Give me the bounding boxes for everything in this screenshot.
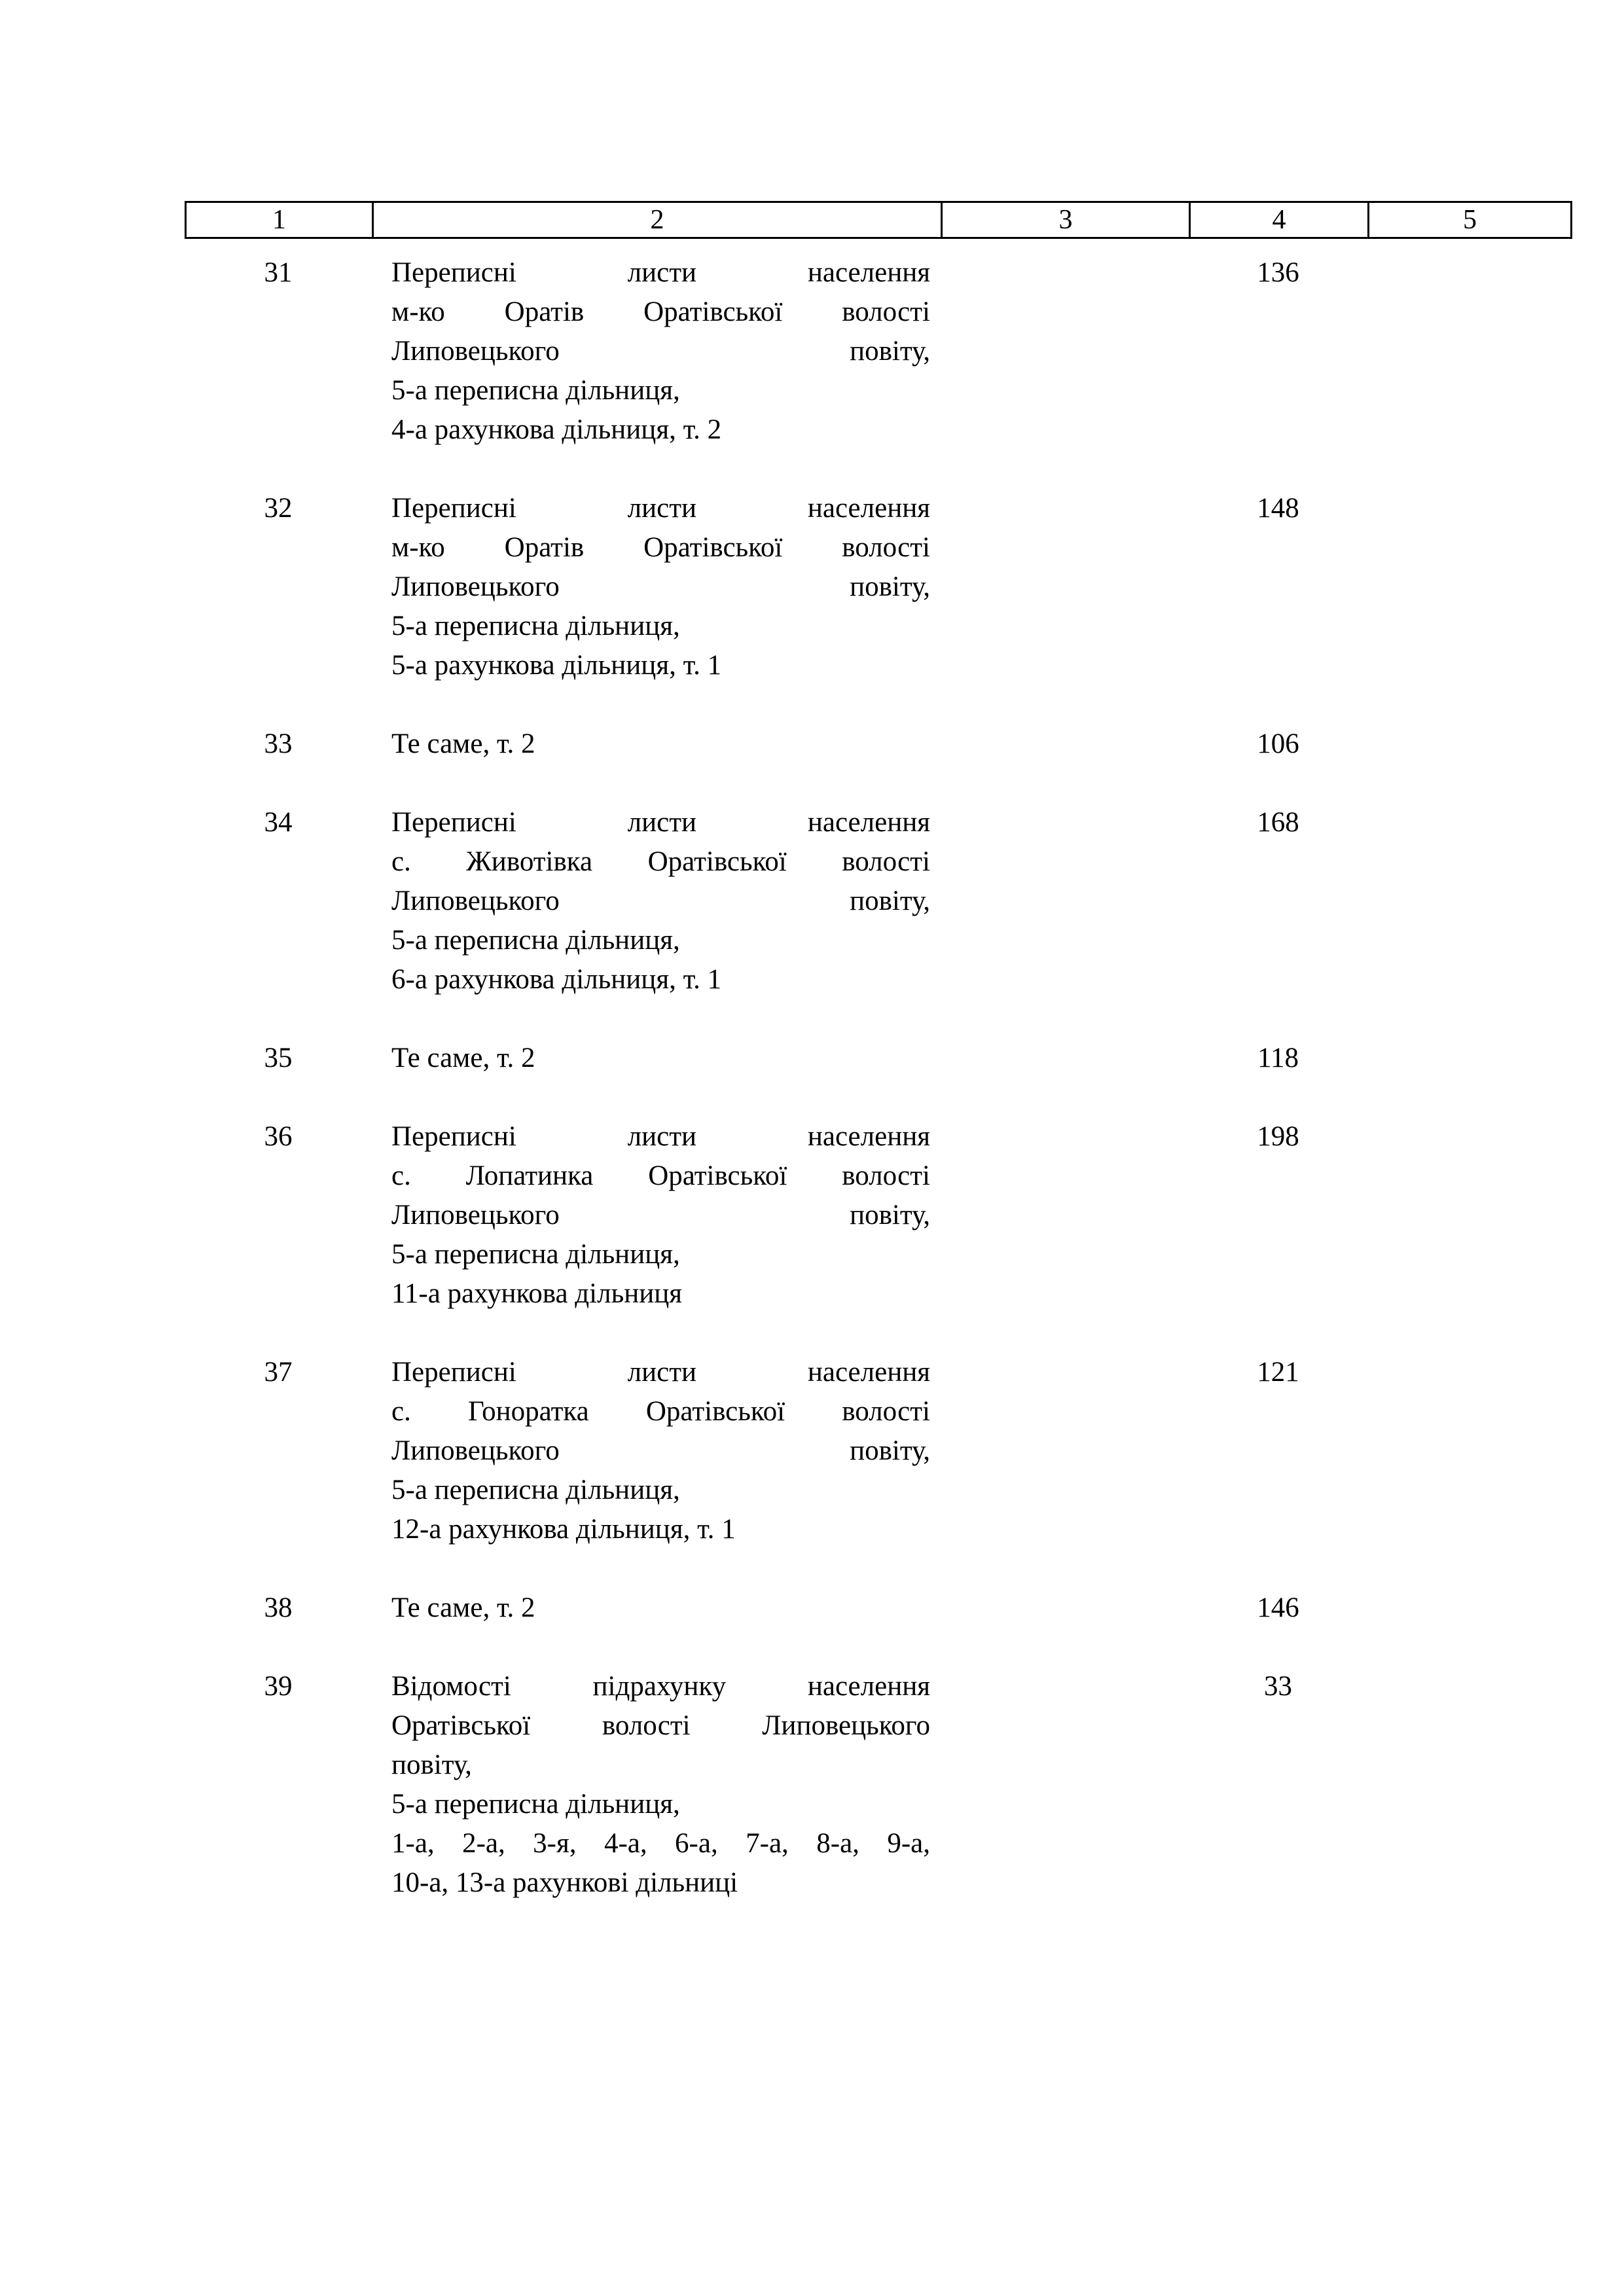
description-line: 5-а переписна дільниця,: [391, 611, 680, 641]
row-col5-empty: [1367, 1117, 1572, 1314]
row-page-count: 118: [1257, 1043, 1299, 1073]
table-row: [185, 253, 1572, 450]
row-col3-empty: [941, 725, 1189, 764]
description-line: м-ко Оратів Оратівської волості: [391, 296, 930, 327]
description-line: Переписні листи населення: [391, 1121, 930, 1152]
description-line: 1-а, 2-а, 3-я, 4-а, 6-а, 7-а, 8-а, 9-а,: [391, 1828, 930, 1859]
header-cell-1: 1: [185, 201, 372, 239]
description-line: 6-а рахункова дільниця, т. 1: [391, 964, 722, 995]
description-line: Липовецького повіту,: [391, 571, 930, 602]
row-description: [372, 1588, 941, 1628]
row-col3-empty: [941, 1353, 1189, 1549]
description-line: с. Животівка Оратівської волості: [391, 846, 930, 877]
table-header-row: [185, 201, 1572, 239]
row-page-count: 198: [1257, 1121, 1299, 1152]
table-body: [185, 239, 1572, 1903]
table-row: [185, 1667, 1572, 1903]
description-line: 4-а рахункова дільниця, т. 2: [391, 414, 722, 445]
row-description: [372, 803, 941, 999]
table-row: [185, 1588, 1572, 1628]
description-line: Липовецького повіту,: [391, 1435, 930, 1466]
description-line: 5-а рахункова дільниця, т. 1: [391, 650, 722, 681]
row-col5-empty: [1367, 803, 1572, 999]
row-number: 31: [264, 257, 293, 288]
row-number: 33: [264, 728, 293, 759]
row-page-count: 106: [1257, 728, 1299, 759]
row-page-count: 136: [1257, 257, 1299, 288]
row-col5-empty: [1367, 1667, 1572, 1903]
row-number: 38: [264, 1592, 293, 1623]
header-cell-5: 5: [1367, 201, 1572, 239]
row-col3-empty: [941, 1667, 1189, 1903]
description-line: Переписні листи населення: [391, 807, 930, 838]
row-number: 32: [264, 493, 293, 524]
inventory-table: [185, 201, 1572, 1942]
row-description: [372, 1667, 941, 1903]
description-line: 5-а переписна дільниця,: [391, 1475, 680, 1505]
description-line: Липовецького повіту,: [391, 336, 930, 367]
description-line: 10-а, 13-а рахункові дільниці: [391, 1867, 738, 1898]
row-description: [372, 725, 941, 764]
description-line: Переписні листи населення: [391, 493, 930, 524]
row-col3-empty: [941, 1039, 1189, 1078]
description-line: Переписні листи населення: [391, 1357, 930, 1388]
description-line: с. Гоноратка Оратівської волості: [391, 1396, 930, 1427]
description-line: 5-а переписна дільниця,: [391, 1789, 680, 1820]
description-line: 11-а рахункова дільниця: [391, 1278, 683, 1309]
description-line: повіту,: [391, 1749, 472, 1780]
row-page-count: 33: [1264, 1671, 1292, 1702]
row-description: [372, 489, 941, 685]
header-cell-4: 4: [1189, 201, 1367, 239]
row-col3-empty: [941, 1117, 1189, 1314]
table-row: [185, 803, 1572, 999]
description-line: с. Лопатинка Оратівської волості: [391, 1160, 930, 1191]
row-col5-empty: [1367, 1039, 1572, 1078]
row-number: 36: [264, 1121, 293, 1152]
row-col5-empty: [1367, 253, 1572, 450]
table-row: [185, 1353, 1572, 1549]
row-col3-empty: [941, 1588, 1189, 1628]
header-cell-2: 2: [372, 201, 941, 239]
row-col3-empty: [941, 253, 1189, 450]
row-number: 35: [264, 1043, 293, 1073]
description-line: Липовецького повіту,: [391, 1200, 930, 1230]
description-line: 5-а переписна дільниця,: [391, 1239, 680, 1270]
description-line: Те саме, т. 2: [391, 1043, 535, 1073]
description-line: 5-а переписна дільниця,: [391, 375, 680, 406]
description-line: Те саме, т. 2: [391, 1592, 535, 1623]
row-number: 34: [264, 807, 293, 838]
row-number: 37: [264, 1357, 293, 1388]
row-page-count: 121: [1257, 1357, 1299, 1388]
description-line: Те саме, т. 2: [391, 728, 535, 759]
table-row: [185, 1117, 1572, 1314]
row-col3-empty: [941, 489, 1189, 685]
row-col5-empty: [1367, 1353, 1572, 1549]
description-line: 5-а переписна дільниця,: [391, 925, 680, 956]
row-col5-empty: [1367, 725, 1572, 764]
description-line: Переписні листи населення: [391, 257, 930, 288]
description-line: м-ко Оратів Оратівської волості: [391, 532, 930, 563]
row-description: [372, 253, 941, 450]
row-number: 39: [264, 1671, 293, 1702]
description-line: Липовецького повіту,: [391, 886, 930, 916]
table-row: [185, 1039, 1572, 1078]
row-page-count: 148: [1257, 493, 1299, 524]
table-row: [185, 489, 1572, 685]
row-col5-empty: [1367, 1588, 1572, 1628]
header-cell-3: 3: [941, 201, 1189, 239]
row-col5-empty: [1367, 489, 1572, 685]
row-description: [372, 1117, 941, 1314]
description-line: 12-а рахункова дільниця, т. 1: [391, 1514, 736, 1545]
description-line: Відомості підрахунку населення: [391, 1671, 930, 1702]
row-page-count: 168: [1257, 807, 1299, 838]
row-page-count: 146: [1257, 1592, 1299, 1623]
row-description: [372, 1039, 941, 1078]
table-row: [185, 725, 1572, 764]
description-line: Оратівської волості Липовецького: [391, 1710, 930, 1741]
row-col3-empty: [941, 803, 1189, 999]
row-description: [372, 1353, 941, 1549]
